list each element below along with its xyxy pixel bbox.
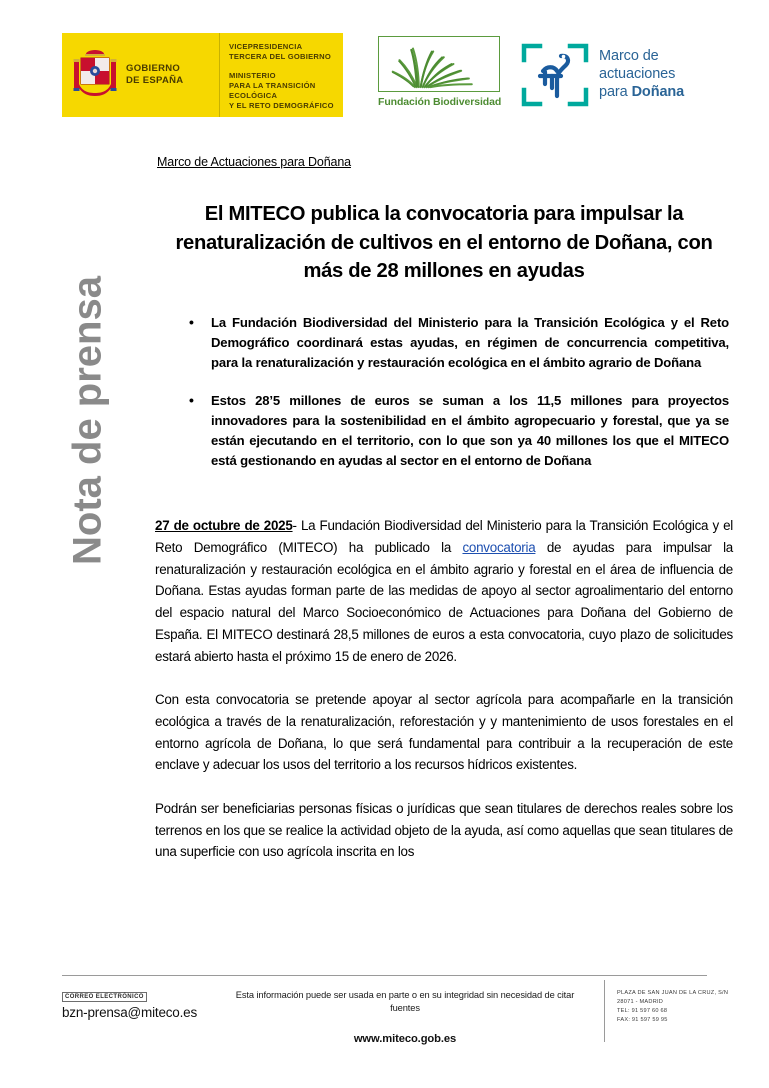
page-title: El MITECO publica la convocatoria para impulsar la renaturalización de cultivos en el entorno de Doñana, con más de 28 millones en ayudas <box>175 203 713 283</box>
ministerio-line-2: PARA LA TRANSICIÓN ECOLÓGICA <box>229 80 316 100</box>
gobierno-logo-right <box>220 33 343 117</box>
spain-coat-of-arms-icon <box>72 47 118 103</box>
footer-email-block <box>62 985 252 1020</box>
article-paragraphs <box>155 515 733 863</box>
footer-address-line-3: TEL: 91 597 60 68 <box>617 1008 668 1015</box>
footer-email-address[interactable]: bzn-prensa@miteco.es <box>62 1005 198 1020</box>
list-item: • La Fundación Biodiversidad del Ministerio para la Transición Ecológica y el Reto Demográfico coordinará estas ayudas, en régimen de concurrencia competitiva, para la renaturalización y restauración ecológica en el ámbito agrario de Doñana <box>211 313 729 373</box>
vicepresidencia-line-2: TERCERA DEL GOBIERNO <box>229 52 332 62</box>
footer-address-block <box>617 989 757 1025</box>
paragraph-lead-part-a: - La Fundación Biodiversidad del Ministerio para la Transición Ecológica y el Reto Demográfico (MITECO) ha publicado la <box>155 518 733 555</box>
gobierno-label-line-2: DE ESPAÑA <box>126 75 184 86</box>
footer-divider-vertical <box>604 980 605 1042</box>
paragraph-lead-part-b: de ayudas para impulsar la renaturalización y restauración ecológica en el ámbito agrario y forestal en el área de influencia de Doñana. Estas ayudas forman parte de las medidas de apoyo al sector agroalimentario del entorno del espacio natural del Marco Socioeconómico de Actuaciones para Doñana del Gobierno de España. El MITECO destinará 28,5 millones de euros a esta convocatoria, cuyo plazo de solicitudes estará abierto hasta el próximo 15 de enero de 2026. <box>155 539 733 664</box>
marco-line-3 <box>599 84 684 102</box>
gobierno-logo-left <box>62 33 220 117</box>
ministerio-block <box>229 71 343 112</box>
marco-actuaciones-donana-logo <box>521 36 721 114</box>
vicepresidencia-block <box>229 42 343 63</box>
dateline: 27 de octubre de 2025 <box>155 518 293 534</box>
convocatoria-link[interactable]: convocatoria <box>462 539 536 555</box>
gobierno-logo-left-text <box>126 63 183 87</box>
flamingo-bracket-icon <box>521 42 589 108</box>
ministerio-line-1: MINISTERIO <box>229 70 276 80</box>
list-item: • Estos 28’5 millones de euros se suman a los 11,5 millones para proyectos innovadores para la sostenibilidad en el ámbito agropecuario y forestal, que ya se están ejecutando en el territorio, con lo que son ya 40 millones los que el MITECO está gestionando en ayudas al sector en el entorno de Doñana <box>211 391 729 471</box>
footer-address-line-1: PLAZA DE SAN JUAN DE LA CRUZ, S/N <box>617 990 729 996</box>
fundacion-biodiversidad-logo <box>378 36 506 116</box>
paragraph-2: Con esta convocatoria se pretende apoyar al sector agrícola para acompañarle en la transición ecológica a través de la renaturalización, reforestación y y mantenimiento de usos forestales en el entorno agrícola de Doñana, lo que será fundamental para contribuir a la recuperación de este enclave y adecuar los usos del territorio a los recursos hídricos existentes. <box>155 692 733 773</box>
gobierno-label-line-1: GOBIERNO <box>126 63 181 75</box>
vicepresidencia-line-1: VICEPRESIDENCIA <box>229 42 303 51</box>
paragraph-3: Podrán ser beneficiarias personas físicas o jurídicas que sean titulares de derechos reales sobre los terrenos en los que se realice la actividad objeto de la ayuda, así como aquellas que sean titulares de una superficie con uso agrícola inscrita en los <box>155 801 733 860</box>
kicker-marco-actuaciones: Marco de Actuaciones para Doñana <box>157 155 351 169</box>
document-footer <box>0 975 769 1088</box>
marco-line-3-prefix: para <box>599 83 632 100</box>
footer-website[interactable]: www.miteco.gob.es <box>353 1032 457 1045</box>
fundacion-biodiversidad-caption: Fundación Biodiversidad <box>378 96 502 108</box>
fundacion-logo-frame <box>378 36 500 92</box>
footer-email-label: CORREO ELECTRÓNICO <box>62 992 147 1002</box>
marco-line-1: Marco de <box>599 48 659 65</box>
grass-icon <box>379 37 499 91</box>
paragraph-lead <box>155 515 733 667</box>
marco-line-2: actuaciones <box>599 66 676 83</box>
footer-address-line-2: 28071 - MADRID <box>617 999 664 1006</box>
document-header <box>0 0 769 128</box>
nota-de-prensa-side-label: Nota de prensa <box>65 276 110 565</box>
marco-line-3-strong: Doñana <box>631 83 685 100</box>
highlight-bullet-list <box>155 313 733 471</box>
footer-usage-note: Esta información puede ser usada en parte o en su integridad sin necesidad de citar fuentes <box>235 990 575 1014</box>
footer-divider-horizontal <box>62 975 707 976</box>
footer-center-block <box>225 989 585 1045</box>
document-body <box>155 155 733 885</box>
marco-actuaciones-text <box>599 48 684 102</box>
gobierno-de-espana-logo <box>62 33 343 117</box>
ministerio-line-3: Y EL RETO DEMOGRÁFICO <box>229 101 334 111</box>
footer-address-line-4: FAX: 91 597 59 95 <box>617 1017 668 1024</box>
